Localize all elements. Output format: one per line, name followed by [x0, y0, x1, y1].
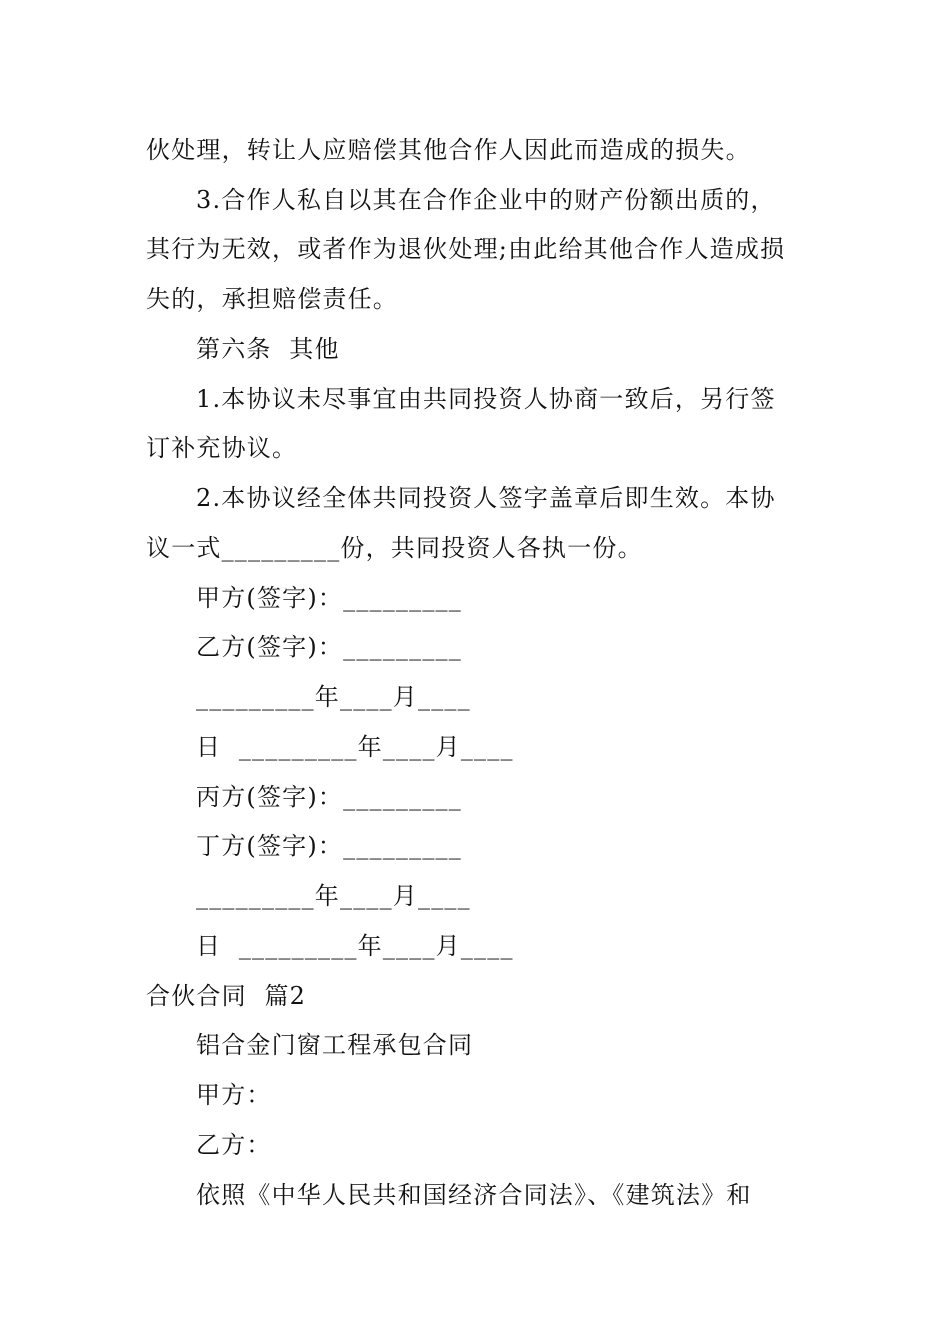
date-line: _________年____月____ — [196, 882, 471, 910]
date-line: 日 _________年____月____ — [196, 932, 514, 960]
date-line: 日 _________年____月____ — [196, 733, 514, 761]
signature-line-party-d: 丁方(签字)：_________ — [196, 832, 462, 860]
party-b-label: 乙方： — [196, 1131, 272, 1159]
paragraph-line: 失的，承担赔偿责任。 — [146, 285, 398, 313]
paragraph-line: 2.本协议经全体共同投资人签字盖章后即生效。本协 — [196, 484, 776, 512]
paragraph-line: 依照《中华人民共和国经济合同法》、《建筑法》和 — [196, 1181, 752, 1209]
paragraph-line: 1.本协议未尽事宜由共同投资人协商一致后，另行签 — [196, 385, 776, 413]
paragraph-line: 3.合作人私自以其在合作企业中的财产份额出质的， — [196, 186, 776, 214]
section-heading: 第六条 其他 — [196, 335, 340, 363]
paragraph-line: 伙处理，转让人应赔偿其他合作人因此而造成的损失。 — [146, 136, 751, 164]
paragraph-line: 订补充协议。 — [146, 434, 298, 462]
signature-line-party-b: 乙方(签字)：_________ — [196, 633, 462, 661]
paragraph-line: 其行为无效，或者作为退伙处理;由此给其他合作人造成损 — [146, 235, 786, 263]
contract-subtitle: 铝合金门窗工程承包合同 — [196, 1031, 474, 1059]
signature-line-party-a: 甲方(签字)：_________ — [196, 584, 462, 612]
contract-title: 合伙合同 篇2 — [146, 982, 307, 1010]
signature-line-party-c: 丙方(签字)：_________ — [196, 783, 462, 811]
date-line: _________年____月____ — [196, 683, 471, 711]
party-a-label: 甲方： — [196, 1081, 272, 1109]
paragraph-line: 议一式_________份，共同投资人各执一份。 — [146, 534, 643, 562]
